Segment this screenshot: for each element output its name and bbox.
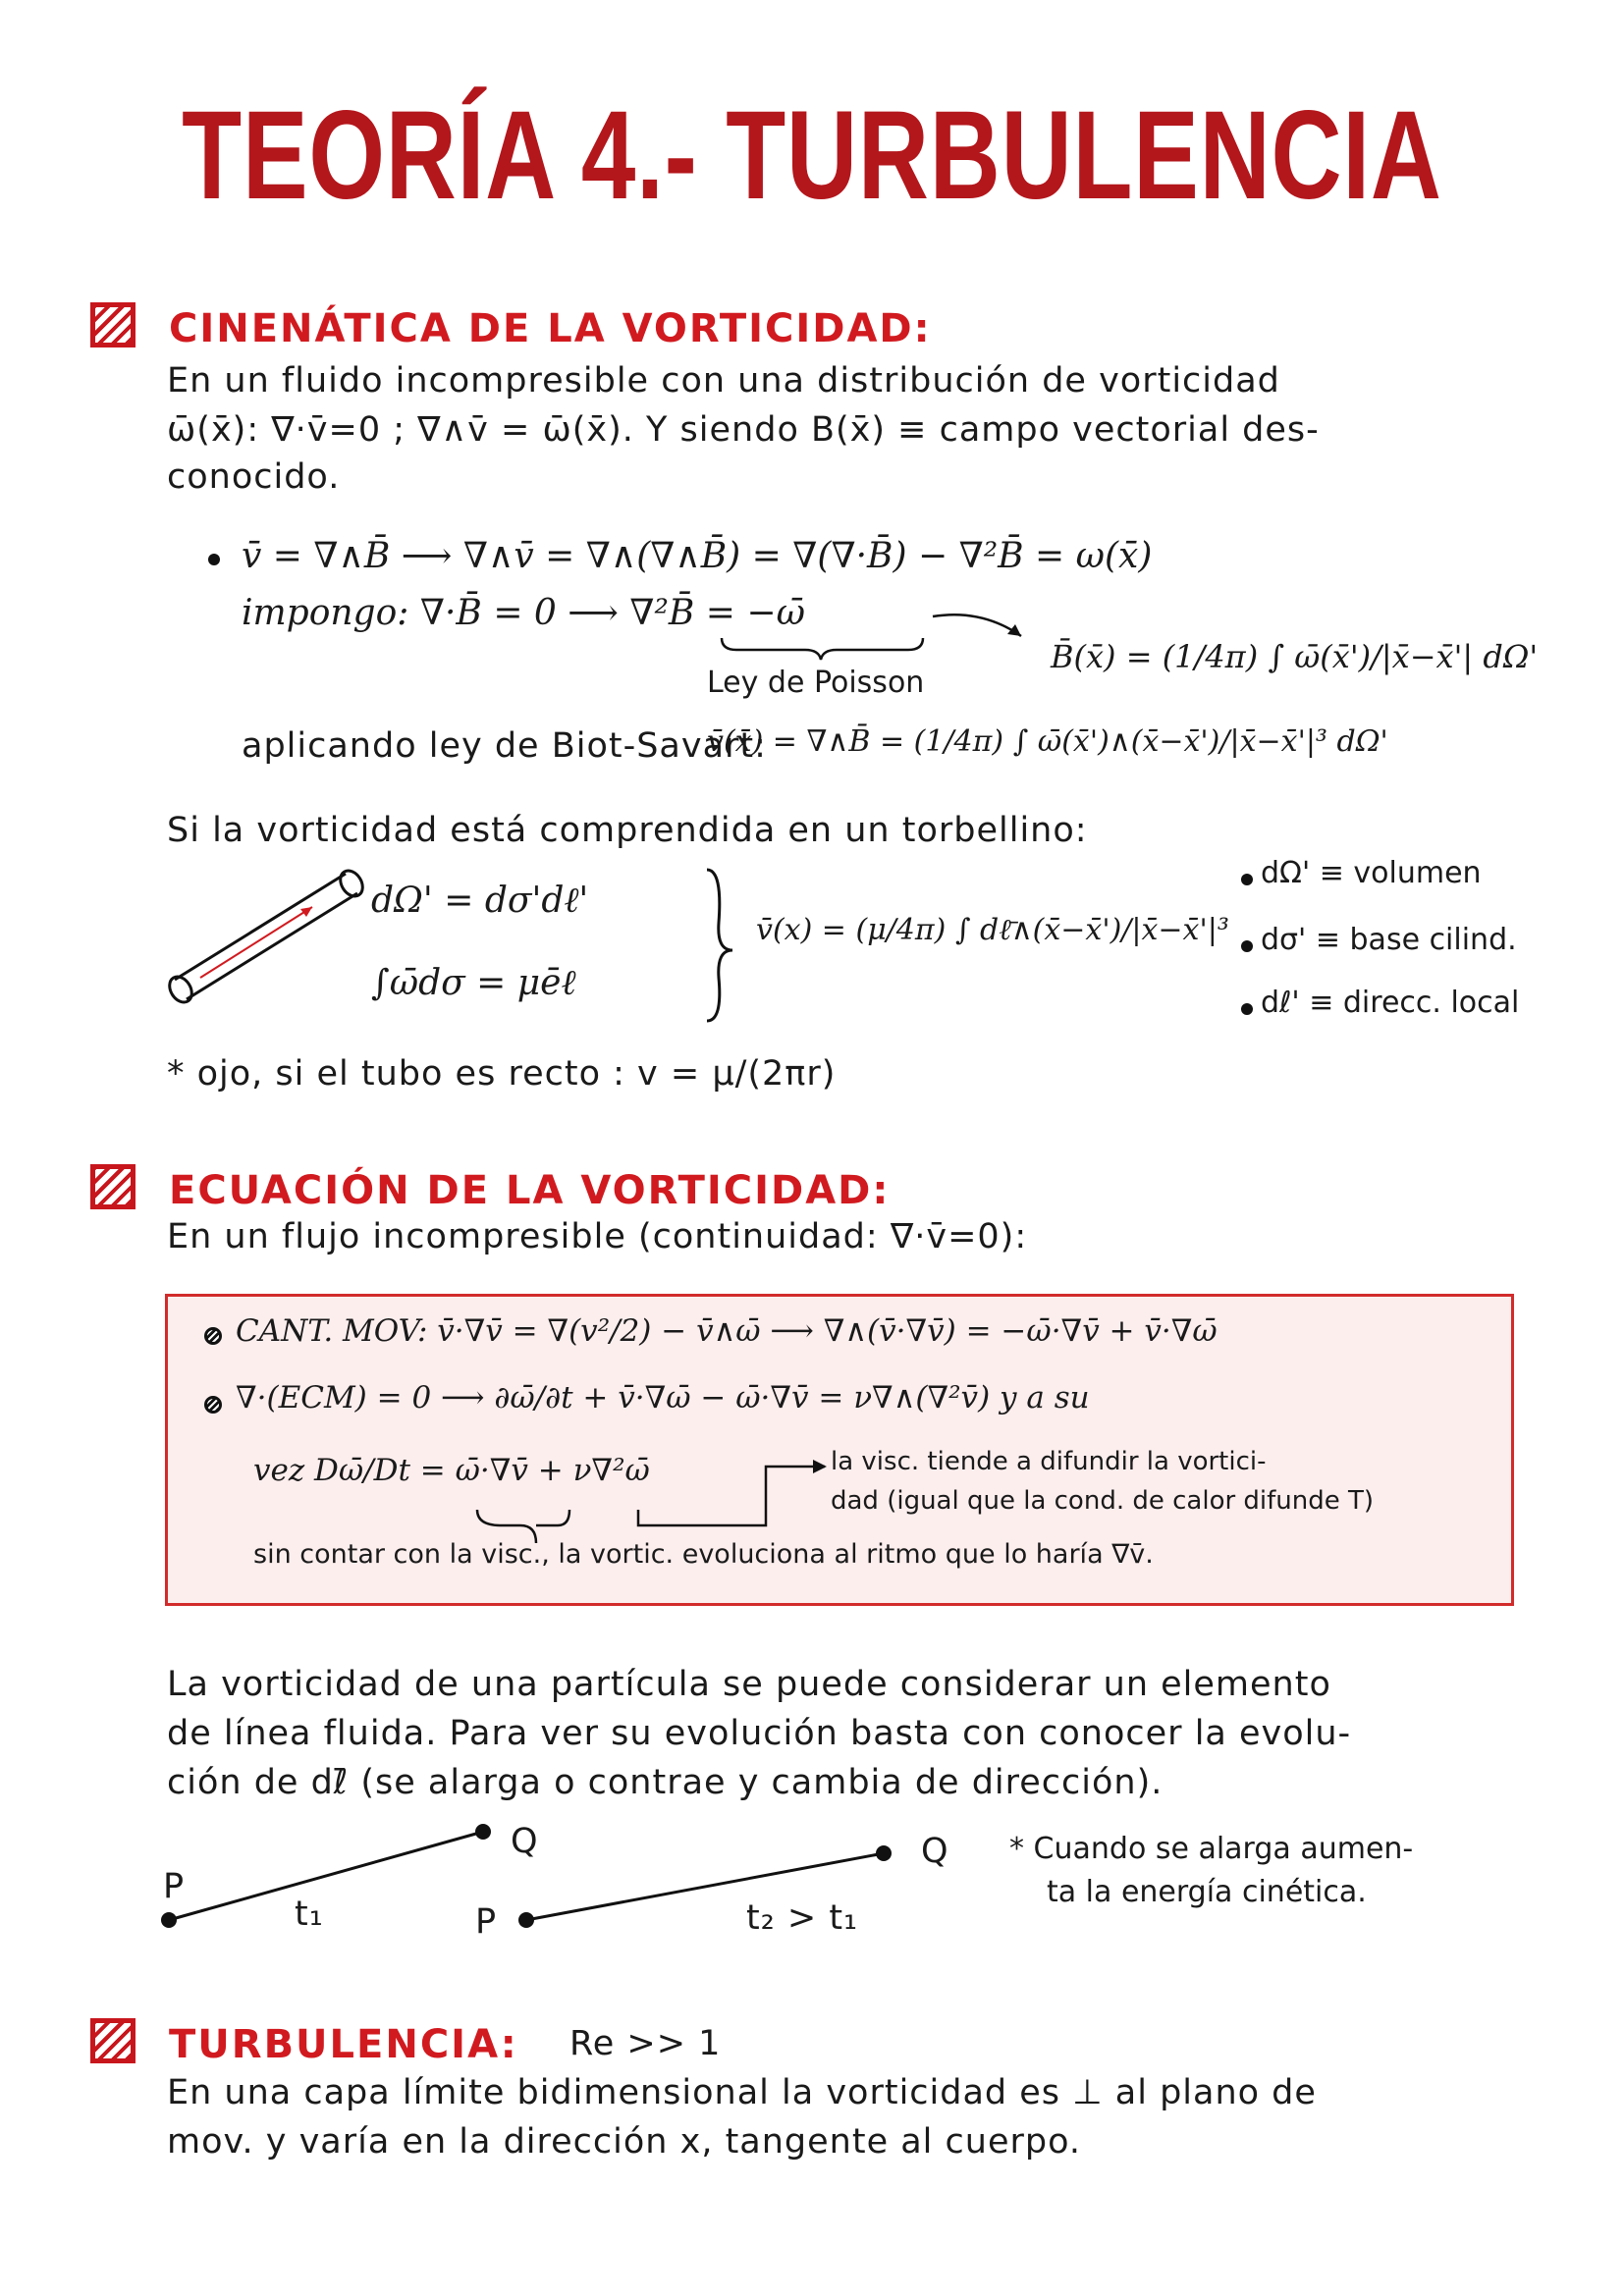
annotation-label: dad (igual que la cond. de calor difunde T)	[831, 1486, 1375, 1516]
reynolds-condition: Re >> 1	[569, 2024, 722, 2063]
vortex-tube-icon	[165, 867, 367, 1006]
arrow-icon	[933, 614, 1021, 636]
note-item: dσ' ≡ base cilind.	[1261, 923, 1517, 957]
section-heading: CINENÁTICA DE LA VORTICIDAD:	[169, 306, 932, 351]
equation: v̄(x̄) = ∇∧B̄ = (1/4π) ∫ ω̄(x̄')∧(x̄−x̄')/|x̄−x̄'|³ dΩ'	[707, 724, 1388, 759]
equation: dΩ' = dσ'dℓ'	[371, 881, 589, 921]
equation: CANT. MOV: v̄·∇v̄ = ∇(v²/2) − v̄∧ω̄ ⟶ ∇∧(v̄·∇v̄) = −ω̄·∇v̄ + v̄·∇ω̄	[236, 1313, 1218, 1349]
page-title: TEORÍA 4.- TURBULENCIA	[182, 85, 1442, 226]
equation: ∇·(ECM) = 0 ⟶ ∂ω̄/∂t + v̄·∇ω̄ − ω̄·∇v̄ = ν∇∧(∇²v̄) y a su	[236, 1380, 1090, 1415]
text-line: ción de dℓ̄ (se alarga o contrae y cambia de dirección).	[167, 1763, 1164, 1802]
note-item: dΩ' ≡ volumen	[1261, 856, 1482, 890]
text-line: sin contar con la visc., la vortic. evoluciona al ritmo que lo haría ∇v̄.	[253, 1539, 1154, 1570]
annotation-label: la visc. tiende a difundir la vortici-	[831, 1447, 1267, 1476]
text-line: En un fluido incompresible con una distribución de vorticidad	[167, 361, 1280, 400]
time-label: t₁	[295, 1895, 324, 1934]
equation: v̄(x) = (μ/4π) ∫ dℓ̄∧(x̄−x̄')/|x̄−x̄'|³	[756, 913, 1229, 947]
text-label: aplicando ley de Biot-Savart:	[242, 726, 767, 766]
text-line: Si la vorticidad está comprendida en un torbellino:	[167, 811, 1088, 850]
section-heading: ECUACIÓN DE LA VORTICIDAD:	[169, 1168, 891, 1213]
section-marker-icon	[90, 2018, 135, 2063]
equation: vez Dω̄/Dt = ω̄·∇v̄ + ν∇²ω̄	[253, 1453, 650, 1488]
time-label: t₂ > t₁	[746, 1898, 859, 1938]
text-line: mov. y varía en la dirección x, tangente al cuerpo.	[167, 2122, 1082, 2162]
equation: impongo: ∇·B̄ = 0 ⟶ ∇²B̄ = −ω̄	[242, 593, 805, 633]
text-line: de línea fluida. Para ver su evolución basta con conocer la evolu-	[167, 1714, 1352, 1753]
equation: B̄(x̄) = (1/4π) ∫ ω̄(x̄')/|x̄−x̄'| dΩ'	[1051, 638, 1539, 675]
text-line: En una capa límite bidimensional la vorticidad es ⊥ al plano de	[167, 2073, 1317, 2112]
point-label: Q	[511, 1822, 539, 1861]
note-line: * Cuando se alarga aumen-	[1009, 1832, 1414, 1866]
annotation-label: Ley de Poisson	[707, 666, 925, 700]
text-line: conocido.	[167, 457, 341, 497]
text-line: * ojo, si el tubo es recto : v = μ/(2πr)	[167, 1054, 837, 1094]
equation: ∫ω̄dσ = μēℓ	[371, 963, 576, 1003]
text-line: En un flujo incompresible (continuidad: ∇·v̄=0):	[167, 1217, 1028, 1256]
section-heading: TURBULENCIA:	[169, 2022, 518, 2067]
point-label: P	[475, 1902, 498, 1942]
text-line: ω̄(x̄): ∇·v̄=0 ; ∇∧v̄ = ω̄(x̄). Y siendo B(x̄) ≡ campo vectorial des-	[167, 410, 1320, 450]
brace-icon	[707, 870, 732, 1021]
equation: v̄ = ∇∧B̄ ⟶ ∇∧v̄ = ∇∧(∇∧B̄) = ∇(∇·B̄) − ∇²B̄ = ω(x̄)	[242, 536, 1153, 576]
point-label: Q	[921, 1832, 949, 1871]
text-line: La vorticidad de una partícula se puede considerar un elemento	[167, 1665, 1331, 1704]
point-label: P	[163, 1867, 186, 1906]
note-item: dℓ' ≡ direcc. local	[1261, 986, 1520, 1020]
fluid-line-segment	[169, 1832, 483, 1920]
underbrace-icon	[477, 1510, 536, 1543]
underbrace-icon	[722, 638, 923, 660]
note-line: ta la energía cinética.	[1047, 1875, 1367, 1909]
arrow-icon	[638, 1467, 825, 1525]
